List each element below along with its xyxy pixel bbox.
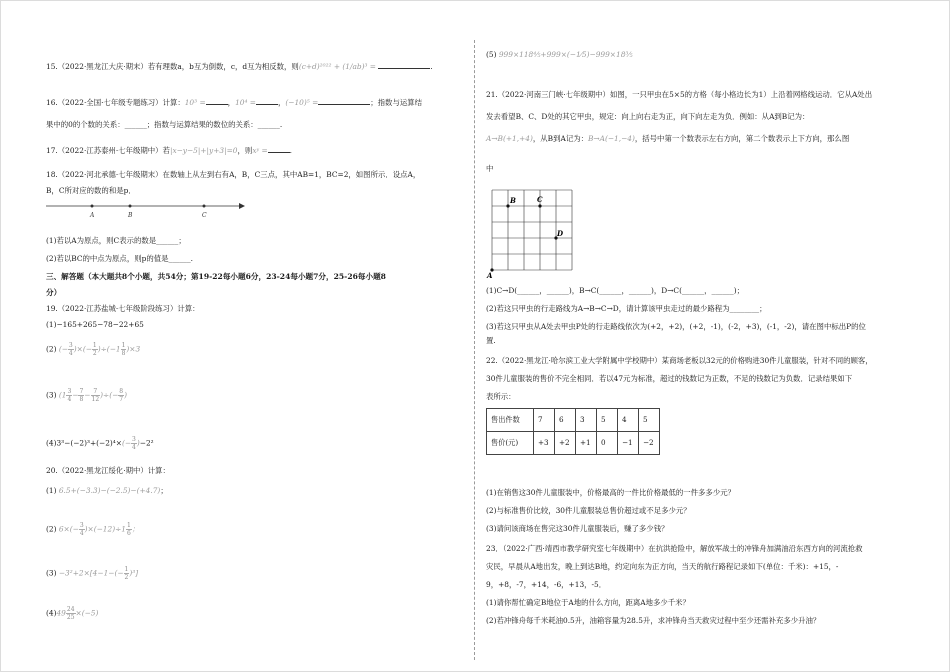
table-cell: 4: [618, 409, 639, 432]
q17: 17.（2022·江苏泰州·七年级期中）若|x−y−5|+|y+3|=0，则xʸ = .: [46, 146, 293, 155]
q21-sub1: (1)C→D(______，______)，B→C(______，______)，D→C(______，______)；: [486, 286, 744, 295]
point-a-label: A: [90, 212, 95, 219]
table-cell: 5: [639, 409, 660, 432]
q21-sub3b: 置.: [486, 336, 496, 345]
point-a-dot: [91, 205, 94, 208]
grid-point-c: [538, 204, 541, 207]
q16-line1: 16.（2022·全国·七年级专题练习）计算：10³ = ，10⁴ = ，(−10)⁵ = ；指数与运算结: [46, 98, 423, 107]
column-divider: [474, 40, 475, 660]
q15-answer-blank[interactable]: [378, 60, 430, 69]
table-cell: 7: [534, 409, 555, 432]
table-cell: 5: [597, 409, 618, 432]
q17-answer-blank[interactable]: [268, 144, 290, 153]
q22-line3: 表所示：: [486, 392, 516, 401]
q20-sub4: (4)49 $\frac{24}{25}$ ×(−5): [46, 606, 99, 621]
grid-label-a: A: [487, 271, 493, 280]
q16-blank-2[interactable]: [256, 96, 278, 105]
q23-q1: (1)请你帮忙确定B地位于A地的什么方向，距离A地多少千米？: [486, 598, 690, 607]
q19-sub3: (3) (1 $\frac{3}{4}$ − $\frac{7}{8}$ − $\frac{7}{12}$ )÷(− $\frac{8}{7}$ ): [46, 388, 128, 403]
section3-heading-line2: 分）: [46, 288, 62, 297]
q19-sub2: (2) (− $\frac{3}{4}$ )×(− $\frac{1}{2}$ )÷(−1 $\frac{1}{8}$ )×3: [46, 342, 141, 357]
grid-label-b: B: [510, 196, 516, 205]
q21-sub2: (2)若这只甲虫的行走路线为A→B→C→D，请计算该甲虫走过的最少路程为________；: [486, 304, 767, 313]
q20-sub5: (5) 999×118⁴⁄₅+999×(−1⁄5)−999×18³⁄₅: [486, 50, 633, 59]
point-c-dot: [203, 205, 206, 208]
table-cell: 3: [576, 409, 597, 432]
table-cell: −1: [618, 432, 639, 455]
q21-line4: 中: [486, 164, 494, 173]
q22-line2: 30件儿童服装的售价不完全相同．若以47元为标准，超过的钱数记为正数，不足的钱数记为负数．记录结果如下: [486, 374, 853, 383]
grid-label-d: D: [557, 229, 564, 238]
table-row-count: [487, 409, 660, 432]
q20-sub2: (2) 6×(− $\frac{3}{4}$ )×(−12)÷1 $\frac{1}{6}$ ；: [46, 522, 140, 537]
q15: 15.（2022·黑龙江大庆·期末）若有理数a，b互为倒数，c，d互为相反数，则(c+d)²⁰²² + (1/ab)³ = .: [46, 62, 433, 71]
q21-line1: 21.（2022·河南三门峡·七年级期中）如图，一只甲虫在5×5的方格（每小格边长为1）上沿着网格线运动．它从A处出: [486, 90, 873, 99]
q16-blank-1[interactable]: [206, 96, 228, 105]
q18-sub2: (2)若以BC的中点为原点，则p的值是______.: [46, 254, 194, 263]
q22-q3: (3)请问该商场在售完这30件儿童服装后，赚了多少钱？: [486, 524, 669, 533]
q21-sub3: (3)若这只甲虫从A处去甲虫P处的行走路线依次为(+2，+2)，(+2，-1)，(-2，+3)，(-1，-2)，请在图中标出P的位: [486, 322, 866, 331]
number-line: [46, 200, 246, 220]
point-b-dot: [129, 205, 132, 208]
table-cell: 6: [555, 409, 576, 432]
point-b-label: B: [128, 212, 133, 219]
table-header-price: 售价(元): [487, 432, 534, 455]
table-cell: +2: [555, 432, 576, 455]
q22-price-table: [486, 408, 660, 455]
table-cell: +3: [534, 432, 555, 455]
q16-blank-3[interactable]: [318, 96, 370, 105]
q18-sub1: (1)若以A为原点，则C表示的数是______；: [46, 236, 186, 245]
section3-heading-line1: 三、解答题（本大题共8个小题，共54分；第19-22每小题6分，23-24每小题7分，25-26每小题8: [46, 272, 386, 281]
q18-line1: 18.（2022·河北承德·七年级期末）在数轴上从左到右有A，B，C三点，其中AB=1，BC=2，如图所示．设点A，: [46, 170, 421, 179]
q15-expression: (c+d)²⁰²² + (1/ab)³ =: [298, 62, 377, 71]
q21-line3: A→B(+1,+4)，从B到A记为：B→A(−1,−4)，括号中第一个数表示左右方向，第二个数表示上下方向，那么图: [486, 134, 850, 143]
table-cell: 0: [597, 432, 618, 455]
q22-line1: 22.（2022·黑龙江·哈尔滨工业大学附属中学校期中）某商场老板以32元的价格购进30件儿童服装，针对不同的顾客，: [486, 356, 873, 365]
q23-line2: 灾民，早晨从A地出发，晚上到达B地，约定向东为正方向，当天的航行路程记录如下(单位：千米)：+15，-: [486, 562, 839, 571]
q20-sub1: (1) 6.5+(−3.3)−(−2.5)−(+4.7)；: [46, 486, 168, 495]
q21-grid-figure: [486, 184, 582, 280]
table-cell: +1: [576, 432, 597, 455]
q16-line2: 果中的0的个数的关系：______；指数与运算结果的数位的关系：______.: [46, 120, 283, 129]
grid-label-c: C: [537, 195, 543, 204]
number-line-arrow: [239, 203, 245, 209]
q19-sub4: (4)3³−(−2)³+(−2)⁴×(− $\frac{3}{4}$ )−2²: [46, 436, 154, 451]
q23-line1: 23．（2022·广西·靖西市教学研究室七年级期中）在抗洪抢险中，解放军战士的冲锋舟加满油沿东西方向的河流抢救: [486, 544, 863, 553]
q23-line3: 9，+8，-7，+14，-6，+13，-5．: [486, 580, 607, 589]
point-c-label: C: [202, 212, 207, 219]
q20-title: 20.（2022·黑龙江绥化·期中）计算：: [46, 466, 170, 475]
q19-title: 19.（2022·江苏盐城·七年级阶段练习）计算：: [46, 304, 200, 313]
q18-line2: B，C所对应的数的和是p．: [46, 186, 136, 195]
q20-sub3: (3) −3²+2×[4−1−(− $\frac{1}{2}$ )³]: [46, 566, 139, 581]
q22-q2: (2)与标准售价比较，30件儿童服装总售价超过或不足多少元？: [486, 506, 691, 515]
q23-q2: (2)若冲锋舟每千米耗油0.5升，油箱容量为28.5升，求冲锋舟当天救灾过程中至少还需补充多少升油？: [486, 616, 821, 625]
q19-sub1: (1)−165+265−78−22+65: [46, 320, 144, 329]
table-row-price: [487, 432, 660, 455]
table-header-count: 售出件数: [487, 409, 534, 432]
q21-line2: 发去看望B、C、D处的其它甲虫，规定：向上向右走为正，向下向左走为负．例如：从A到B记为：: [486, 112, 810, 121]
table-cell: −2: [639, 432, 660, 455]
q22-q1: (1)在销售这30件儿童服装中，价格最高的一件比价格最低的一件多多少元？: [486, 488, 735, 497]
